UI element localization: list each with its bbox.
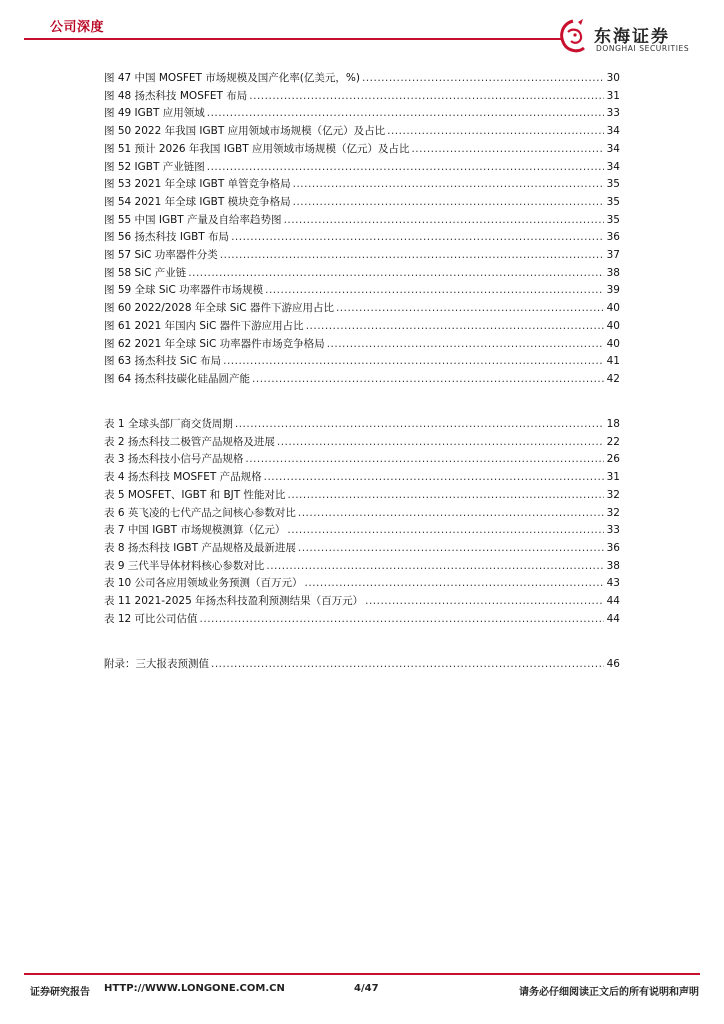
toc-entry-page: 37: [606, 249, 620, 261]
toc-table-entry[interactable]: [104, 558, 620, 574]
footer-report-label: 证券研究报告: [30, 987, 90, 998]
toc-leader-dots: [252, 371, 604, 387]
toc-entry-page: 46: [606, 658, 620, 670]
toc-entry-page: 31: [606, 89, 620, 102]
toc-leader-dots: [266, 558, 604, 574]
toc-figure-entry[interactable]: [104, 194, 620, 210]
toc-leader-dots: [387, 123, 604, 139]
toc-figure-entry[interactable]: [104, 318, 620, 334]
toc-leader-dots: [223, 353, 604, 369]
toc-leader-dots: [287, 522, 604, 538]
toc-entry-title: 表 2 扬杰科技二极管产品规格及进展: [104, 435, 275, 448]
toc-entry-page: 32: [606, 506, 620, 519]
toc-entry-title: 表 5 MOSFET、IGBT 和 BJT 性能对比: [104, 488, 286, 501]
toc-entry-title: 表 1 全球头部厂商交货周期: [104, 418, 233, 430]
footer-disclaimer: 请务必仔细阅读正文后的所有说明和声明: [519, 987, 699, 998]
dragon-logo-icon: [556, 18, 590, 58]
toc-leader-dots: [293, 194, 604, 210]
toc-figure-entry[interactable]: [104, 105, 620, 121]
toc-entry-page: 35: [606, 195, 620, 208]
header-rule: [24, 38, 562, 40]
toc-entry-page: 38: [606, 266, 620, 279]
toc-leader-dots: [365, 593, 604, 609]
toc-entry-title: 图 61 2021 年国内 SiC 器件下游应用占比: [104, 319, 304, 332]
toc-leader-dots: [211, 656, 604, 672]
toc-leader-dots: [306, 318, 604, 334]
toc-figure-entry[interactable]: [104, 336, 620, 352]
report-type-tag: 公司深度: [50, 20, 105, 35]
toc-leader-dots: [265, 282, 604, 298]
toc-entry-page: 35: [606, 213, 620, 226]
toc-leader-dots: [200, 611, 604, 627]
toc-table-entry[interactable]: [104, 505, 620, 521]
footer-page-number: 4/47: [354, 983, 379, 994]
toc-leader-dots: [327, 336, 604, 352]
toc-figure-entry[interactable]: [104, 300, 620, 316]
toc-entry-title: 图 58 SiC 产业链: [104, 266, 187, 279]
toc-leader-dots: [207, 105, 604, 121]
toc-entry-page: 34: [606, 142, 620, 155]
toc-entry-page: 40: [606, 302, 620, 315]
toc-entry-page: 43: [606, 577, 620, 590]
toc-table-entry[interactable]: [104, 487, 620, 503]
toc-figure-entry[interactable]: [104, 229, 620, 245]
toc-entry-title: 表 10 公司各应用领域业务预测（百万元）: [104, 577, 303, 590]
toc-entry-page: 41: [606, 355, 620, 368]
toc-table-entry[interactable]: [104, 522, 620, 538]
toc-figure-entry[interactable]: [104, 371, 620, 387]
company-logo: [556, 18, 706, 62]
toc-leader-dots: [277, 434, 604, 450]
toc-leader-dots: [284, 212, 604, 228]
toc-entry-title: 附录：三大报表预测值: [104, 658, 209, 670]
toc-entry-page: 26: [606, 453, 620, 466]
logo-text-cn: 东海证券: [594, 27, 670, 47]
toc-figure-entry[interactable]: [104, 212, 620, 228]
toc-entry-page: 33: [606, 524, 620, 537]
toc-entry-title: 表 3 扬杰科技小信号产品规格: [104, 453, 244, 466]
toc-entry-title: 表 6 英飞凌的七代产品之间核心参数对比: [104, 506, 296, 519]
toc-entry-title: 图 56 扬杰科技 IGBT 布局: [104, 231, 230, 244]
toc-entry-title: 图 47 中国 MOSFET 市场规模及国产化率(亿美元，%): [104, 72, 360, 84]
toc-table-entry[interactable]: [104, 434, 620, 450]
toc-leader-dots: [231, 229, 604, 245]
toc-leader-dots: [362, 70, 604, 86]
toc-figure-entry[interactable]: [104, 141, 620, 157]
toc-leader-dots: [411, 141, 604, 157]
toc-table-entry[interactable]: [104, 593, 620, 609]
toc-figure-entry[interactable]: [104, 265, 620, 281]
toc-entry-title: 图 57 SiC 功率器件分类: [104, 249, 218, 261]
toc-entry-page: 42: [606, 372, 620, 385]
toc-entry-page: 33: [606, 107, 620, 120]
toc-leader-dots: [220, 247, 604, 263]
toc-leader-dots: [293, 176, 604, 192]
toc-leader-dots: [305, 575, 604, 591]
toc-figure-entry[interactable]: [104, 176, 620, 192]
toc-entry-title: 表 7 中国 IGBT 市场规模测算（亿元）: [104, 524, 286, 537]
toc-entry-title: 图 55 中国 IGBT 产量及自给率趋势图: [104, 213, 282, 226]
toc-entry-page: 32: [606, 488, 620, 501]
toc-entry-page: 34: [606, 160, 620, 173]
toc-leader-dots: [207, 159, 604, 175]
toc-entry-title: 图 54 2021 年全球 IGBT 模块竞争格局: [104, 195, 291, 208]
toc-table-entry[interactable]: [104, 416, 620, 432]
toc-entry-page: 22: [606, 435, 620, 448]
toc-entry-page: 40: [606, 319, 620, 332]
toc-entry-page: 36: [606, 231, 620, 244]
toc-entry-title: 表 12 可比公司估值: [104, 612, 198, 625]
toc-entry-title: 表 9 三代半导体材料核心参数对比: [104, 559, 265, 572]
toc-entry-page: 18: [606, 418, 620, 430]
toc-leader-dots: [264, 469, 604, 485]
toc-entry-title: 图 64 扬杰科技碳化硅晶圆产能: [104, 372, 251, 385]
toc-leader-dots: [249, 88, 604, 104]
toc-table-entry[interactable]: [104, 540, 620, 556]
footer-url[interactable]: HTTP://WWW.LONGONE.COM.CN: [104, 983, 285, 994]
toc-entry-page: 31: [606, 471, 620, 484]
toc-entry-title: 图 63 扬杰科技 SiC 布局: [104, 355, 222, 368]
toc-entry-title: 图 49 IGBT 应用领域: [104, 107, 205, 120]
toc-entry-page: 40: [606, 337, 620, 350]
toc-leader-dots: [288, 487, 604, 503]
toc-entry-title: 图 50 2022 年我国 IGBT 应用领域市场规模（亿元）及占比: [104, 125, 386, 138]
toc-entry-page: 44: [606, 595, 620, 607]
toc-leader-dots: [188, 265, 604, 281]
toc-entry-title: 图 59 全球 SiC 功率器件市场规模: [104, 284, 264, 297]
toc-entry-title: 图 53 2021 年全球 IGBT 单管竞争格局: [104, 178, 291, 191]
toc-entry-page: 34: [606, 125, 620, 138]
toc-figure-entry[interactable]: [104, 282, 620, 298]
toc-entry-page: 38: [606, 559, 620, 572]
toc-entry-title: 表 8 扬杰科技 IGBT 产品规格及最新进展: [104, 541, 296, 554]
toc-appendix-entry[interactable]: [104, 656, 620, 672]
toc-table-entry[interactable]: [104, 611, 620, 627]
toc-entry-title: 图 60 2022/2028 年全球 SiC 器件下游应用占比: [104, 302, 334, 315]
toc-leader-dots: [298, 540, 604, 556]
toc-leader-dots: [245, 451, 604, 467]
toc-entry-title: 表 11 2021-2025 年扬杰科技盈利预测结果（百万元）: [104, 595, 364, 607]
footer-rule: [24, 973, 700, 975]
toc-leader-dots: [336, 300, 604, 316]
toc-entry-page: 44: [606, 612, 620, 625]
toc-entry-title: 图 51 预计 2026 年我国 IGBT 应用领域市场规模（亿元）及占比: [104, 142, 410, 155]
toc-entry-title: 图 52 IGBT 产业链图: [104, 160, 205, 173]
toc-figure-entry[interactable]: [104, 247, 620, 263]
toc-leader-dots: [235, 416, 604, 432]
logo-text-en: DONGHAI SECURITIES: [596, 44, 690, 53]
page-header: [0, 0, 724, 62]
toc-table-entry[interactable]: [104, 575, 620, 591]
toc-table-entry[interactable]: [104, 469, 620, 485]
toc-entry-title: 图 48 扬杰科技 MOSFET 布局: [104, 89, 248, 102]
toc-figure-entry[interactable]: [104, 70, 620, 86]
toc-entry-page: 35: [606, 178, 620, 191]
toc-figure-entry[interactable]: [104, 159, 620, 175]
toc-figure-entry[interactable]: [104, 123, 620, 139]
toc-table-entry[interactable]: [104, 451, 620, 467]
toc-figure-entry[interactable]: [104, 88, 620, 104]
toc-leader-dots: [298, 505, 604, 521]
toc-figure-entry[interactable]: [104, 353, 620, 369]
toc-entry-title: 图 62 2021 年全球 SiC 功率器件市场竞争格局: [104, 337, 325, 350]
toc-entry-page: 30: [606, 72, 620, 84]
toc-entry-title: 表 4 扬杰科技 MOSFET 产品规格: [104, 471, 262, 484]
toc-entry-page: 36: [606, 541, 620, 554]
toc-entry-page: 39: [606, 284, 620, 297]
